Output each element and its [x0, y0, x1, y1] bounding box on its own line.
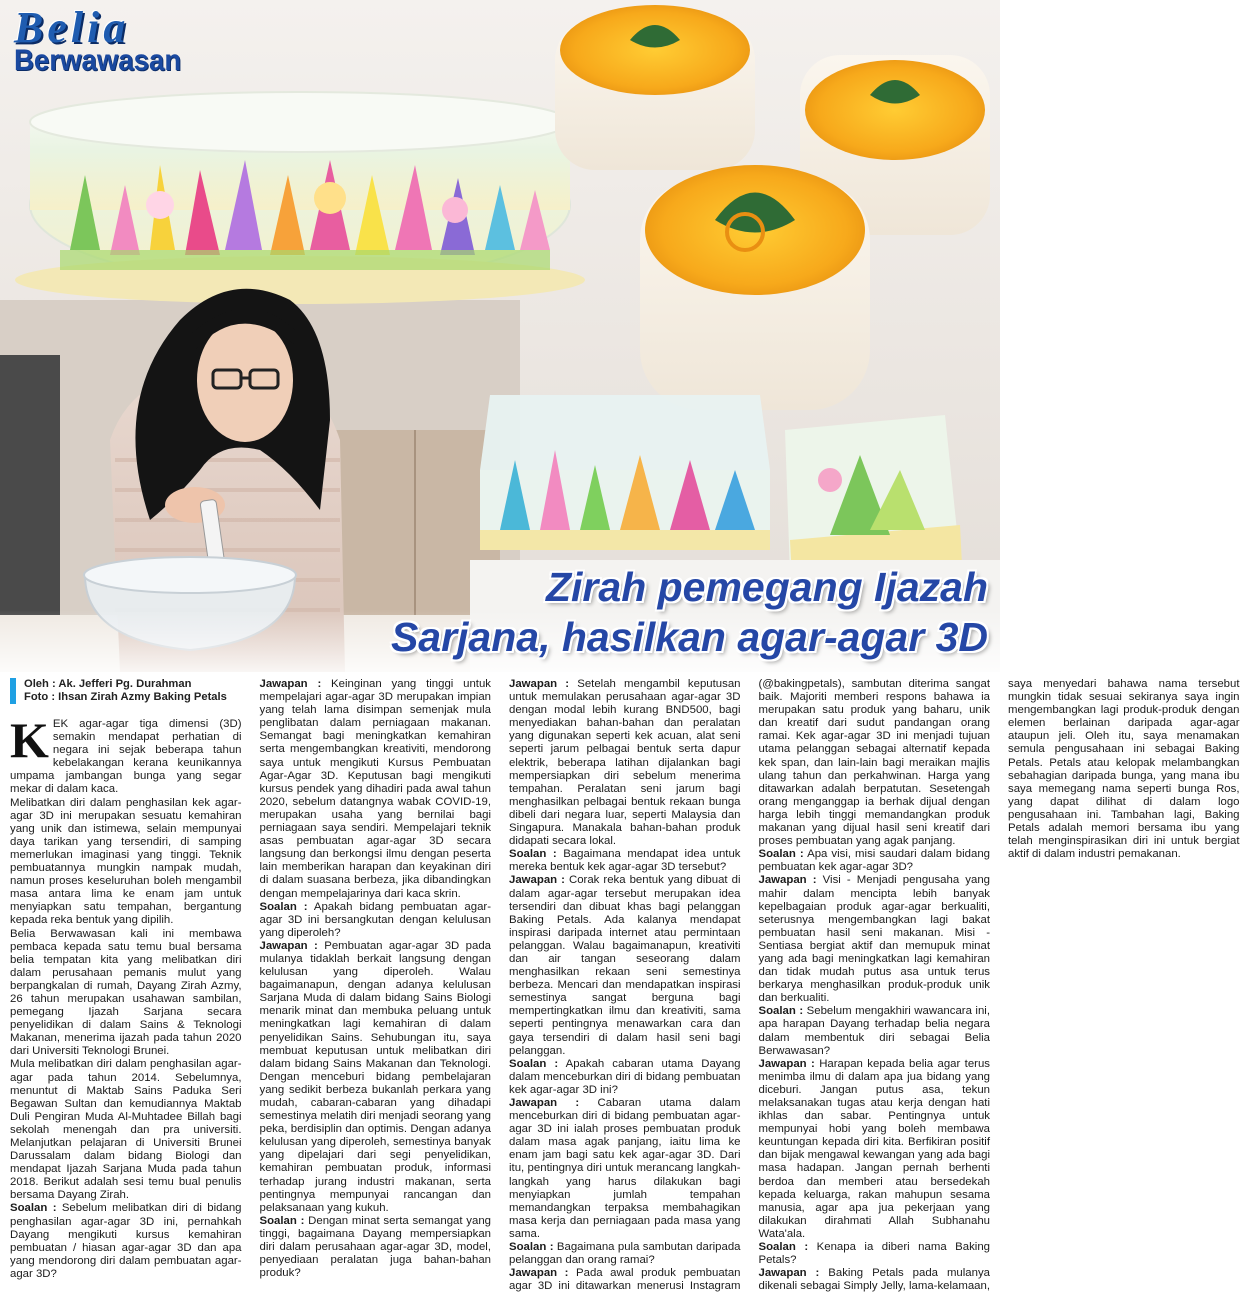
qa-item	[509, 874, 741, 1057]
qa-label: Jawapan :	[509, 1097, 580, 1109]
qa-label: Soalan :	[509, 848, 557, 861]
qa-label: Soalan :	[509, 1241, 554, 1254]
qa-label: Jawapan :	[509, 1267, 569, 1280]
qa-text: Setelah mengambil keputusan untuk memulakan perusahaan agar-agar 3D dengan modal lebih kurang BND500, bagi menyediakan bahan-bahan dan peralatan yang digunakan seperti kek acuan, alat seni seperti jarum pelbagai bentuk serta dapur elektrik, beberapa latihan dijalankan bagi mempersiapkan diri sebelum menerima tempahan. Peralatan seni jarum bagi menghasilkan pelbagai bentuk rekaan bunga dibeli dari negara luar, seperti Malaysia dan Singapura. Manakala bahan-bahan produk didapati secara lokal.	[509, 678, 741, 848]
qa-item	[759, 874, 991, 1005]
qa-label: Soalan :	[758, 1005, 804, 1018]
qa-label: Jawapan :	[259, 678, 322, 690]
byline-photo-credit: Foto : Ihsan Zirah Azmy Baking Petals	[24, 691, 227, 703]
qa-item	[260, 940, 492, 1215]
qa-label: Soalan :	[259, 1214, 305, 1227]
qa-item	[260, 1215, 492, 1280]
qa-label: Soalan :	[259, 900, 308, 913]
qa-item	[509, 678, 741, 848]
qa-label: Jawapan :	[758, 1057, 815, 1070]
qa-item	[509, 1058, 741, 1097]
qa-item	[759, 1241, 991, 1267]
qa-text: Bagaimana mendapat idea untuk mereka bentuk kek agar-agar 3D tersebut?	[509, 848, 741, 874]
masthead-belia: Belia	[14, 3, 130, 52]
qa-label: Soalan :	[758, 1241, 809, 1254]
qa-text: Baking Petals pada mulanya dikenali sebagai Simply Jelly, lama-kelamaan, saya menyedari bahawa nama tersebut mungkin tidak sesuai sekiranya saya ingin mengembangkan lagi produk-produk dengan elemen berlainan daripada agar-agar ataupun jeli. Oleh itu, saya menamakan semula pengusahaan ini sebagai Baking Petals. Petals atau kelopak melambangkan sebahagian daripada bunga, yang mana ibu saya memegang nama seperti bunga Ros, yang dapat dilihat di dalam logo pengusahaan ini. Tambahan lagi, Baking Petals adalah memori bersama ibu yang telah menginspirasikan diri ini untuk bergiat aktif di dalam industri pemakanan.	[758, 678, 1240, 1293]
qa-label: Jawapan :	[509, 678, 570, 690]
qa-item	[509, 848, 741, 874]
qa-item	[759, 848, 991, 874]
qa-label: Soalan :	[509, 1057, 559, 1070]
paragraph: Mula melibatkan diri dalam penghasilan agar-agar pada tahun 2014. Sebelumnya, menuntut di Maktab Sains Paduka Seri Begawan Sultan dan kemudiannya Maktab Duli Pengiran Muda Al-Muhtadee Billah bagi sekolah menengah dan pra universiti. Melanjutkan pelajaran di Universiti Brunei Darussalam dalam bidang Biologi dan mendapat Ijazah Sarjana Muda pada tahun 2018. Berikut adalah sesi temu bual penulis bersama Dayang Zirah.	[10, 1058, 242, 1202]
qa-label: Jawapan :	[758, 874, 817, 887]
qa-text: Sebelum melibatkan diri di bidang penghasilan agar-agar 3D ini, pernahkah Dayang mengikuti kursus kemahiran pembuatan / hiasan agar-agar 3D dan apa yang mendorong diri dalam pembuatan agar-agar 3D?	[10, 1202, 242, 1280]
qa-text: Sebelum mengakhiri wawancara ini, apa harapan Dayang terhadap belia negara dalam membentuk diri sebagai Belia Berwawasan?	[758, 1005, 990, 1057]
headline	[391, 562, 988, 662]
qa-item	[260, 901, 492, 940]
qa-text: Corak reka bentuk yang dibuat di dalam agar-agar tersebut merupakan idea tersendiri dan dibuat khas bagi pelanggan Baking Petals. Ada kalanya mendapat inspirasi daripada internet atau permintaan pelanggan. Walau bagaimanapun, kreativiti dan air tangan seseorang dalam menghasilkan rekaan seni semestinya berbeza. Mencari dan mendapatkan inspirasi semestinya sangat berguna bagi mempertingkatkan ilmu dan kreativiti, sama seperti pentingnya menawarkan cara dan gaya tersendiri di dalam hasil seni bagi pelanggan.	[509, 874, 741, 1057]
qa-text: Pada awal produk pembuatan agar 3D ini ditawarkan menerusi Instagram (@bakingpetals), sambutan diterima sangat baik. Majoriti memberi respons bahawa ia merupakan satu produk yang baharu, unik dan kreatif dari sudut pandangan orang ramai. Kek agar-agar 3D ini menjadi tujuan utama pelanggan sebagai alternatif kepada kek span, dan lain-lain bagi meraikan majlis ulang tahun dan perkahwinan. Harga yang ditawarkan adalah berpatutan. Sesetengah orang menganggap ia berhak dijual dengan harga lebih tinggi memandangkan produk makanan yang dijual hasil seni kreatif dari proses pembuatan yang agak panjang.	[509, 678, 990, 1293]
headline-line-1: Zirah pemegang Ijazah	[546, 564, 988, 610]
qa-item	[260, 678, 492, 901]
masthead-berwawasan: Berwawasan	[14, 44, 182, 77]
qa-text: Apakah bidang pembuatan agar-agar 3D ini bersangkutan dengan kelulusan yang diperoleh?	[259, 900, 491, 939]
byline	[10, 678, 242, 704]
drop-cap: K	[10, 712, 49, 768]
paragraph: Belia Berwawasan kali ini membawa pembaca kepada satu temu bual bersama belia tempatan kita yang melibatkan diri dalam perusahaan pemanis mulut yang berpangkalan di rumah, Dayang Zirah Azmy, 26 tahun merupakan usahawan sambilan, pemegang Ijazah Sarjana secara penyelidikan di dalam Sains & Teknologi Makanan, menerima ijazah pada tahun 2020 dari Universiti Teknologi Brunei.	[10, 927, 242, 1058]
article-columns	[10, 678, 1240, 1298]
hero-photo-collage	[0, 0, 1000, 672]
qa-item	[509, 1241, 741, 1267]
lead-paragraph	[10, 712, 242, 797]
qa-label: Soalan :	[10, 1202, 57, 1215]
byline-author: Oleh : Ak. Jefferi Pg. Durahman	[24, 678, 192, 690]
qa-item	[759, 1005, 991, 1057]
qa-text: Cabaran utama dalam menceburkan diri di bidang pembuatan agar-agar 3D ini ialah proses pembuatan produk dalam masa agak panjang, iaitu lima ke enam jam bagi satu kek agar-agar 3D. Dari itu, pentingnya diri untuk merancang langkah-langkah yang harus dilakukan bagi menyiapkan jumlah tempahan memandangkan terpaksa membahagikan masa kerja dan perniagaan pada masa yang sama.	[509, 1097, 741, 1240]
headline-line-2: Sarjana, hasilkan agar-agar 3D	[390, 614, 988, 660]
qa-label: Jawapan :	[758, 1267, 820, 1280]
qa-label: Jawapan :	[259, 939, 318, 952]
article-body	[10, 678, 1240, 1298]
qa-text: Apa visi, misi saudari dalam bidang pembuatan kek agar-agar 3D?	[758, 848, 991, 874]
lead-text: EK agar-agar tiga dimensi (3D) semakin mendapat perhatian di negara ini sejak beberapa tahun kebelakangan kerana keunikannya umpama jambangan bunga yang segar mekar di dalam kaca.	[10, 718, 242, 796]
qa-text: Bagaimana pula sambutan daripada pelanggan dan orang ramai?	[509, 1241, 741, 1267]
qa-text: Dengan minat serta semangat yang tinggi, bagaimana Dayang mempersiapkan diri dalam perusahaan agar-agar 3D, model, penyediaan peralatan juga bahan-bahan produk?	[259, 1214, 491, 1280]
qa-item	[10, 1202, 242, 1281]
qa-text: Visi - Menjadi pengusaha yang mahir dalam mencipta lebih banyak kepelbagaian produk agar-agar berkualiti, seterusnya mengembangkan lagi bakat pembuatan hasil seni makanan. Misi - Sentiasa bergiat aktif dan memupuk minat yang ada bagi meningkatkan lagi kemahiran dan tidak mudah putus asa untuk terus berkarya menghasilkan produk-produk unik dan berkualiti.	[758, 874, 990, 1005]
masthead	[14, 3, 196, 77]
qa-text: Apakah cabaran utama Dayang dalam menceburkan diri di bidang pembuatan kek agar-agar 3D ini?	[509, 1057, 741, 1096]
qa-item	[509, 1097, 741, 1241]
paragraph: Melibatkan diri dalam penghasilan kek agar-agar 3D ini merupakan sesuatu kemahiran yang unik dan istimewa, selain mempunyai daya tarikan yang tersendiri, di samping memerlukan imaginasi yang tinggi. Teknik pembuatannya mungkin nampak mudah, namun proses keseluruhan boleh mengambil masa antara lima ke enam jam untuk menyiapkan satu tempahan, bergantung kepada reka bentuk yang dipilih.	[10, 796, 242, 927]
qa-label: Soalan :	[758, 848, 804, 861]
qa-text: Keinginan yang tinggi untuk mempelajari agar-agar 3D merupakan impian yang telah lama disimpan semenjak mula penglibatan dalam perniagaan makanan. Semangat bagi meningkatkan kemahiran serta mengembangkan kreativiti, mendorong saya untuk mengikuti Kursus Pembuatan Agar-Agar 3D. Keputusan bagi mengikuti kursus pendek yang dihadiri pada awal tahun 2020, sebelum datangnya wabak COVID-19, merupakan usaha yang bernilai bagi perniagaan saya sendiri. Mempelajari teknik asas pembuatan agar-agar 3D secara langsung dan berkongsi ilmu dengan peserta lain memberikan harapan dan keyakinan diri di dalam suasana berbeza, jika dibandingkan dengan mempelajarinya dari kaca skrin.	[259, 678, 491, 900]
qa-text: Harapan kepada belia agar terus menimba ilmu di dalam apa jua bidang yang diceburi. Jangan putus asa, tekun melaksanakan tugas atau kerja dengan hati ikhlas dan sabar. Pentingnya untuk mempunyai hobi yang boleh membawa keuntungan kepada diri kita. Berfikiran positif dan bijak mengawal kewangan yang ada bagi masa hadapan. Jangan pernah berhenti berdoa dan memberi atau bersedekah kepada keluarga, rakan mahupun sesama manusia, agar apa jua pekerjaan yang dilakukan dirahmati Allah Subhanahu Wata'ala.	[758, 1057, 991, 1240]
qa-text: Kenapa ia diberi nama Baking Petals?	[758, 1241, 990, 1267]
qa-text: Pembuatan agar-agar 3D pada mulanya tidaklah berkait langsung dengan kelulusan yang diperoleh. Walau bagaimanapun, dengan adanya kelulusan Sarjana Muda di dalam bidang Sains Biologi menarik minat dan membuka peluang untuk meningkatkan lagi kemahiran di dalam penyelidikan Sains. Sehubungan itu, saya membuat keputusan untuk melibatkan diri dalam bidang Sains Makanan dan Teknologi. Dengan menceburi bidang pembelajaran yang sedikit berbeza bukanlah perkara yang mudah, cabaran-cabaran yang dihadapi semestinya melatih diri menjadi seorang yang peka, berdisiplin dan optimis. Dengan adanya kelulusan yang diperoleh, semestinya banyak yang dipelajari dari segi penyelidikan, kemahiran pembuatan produk, informasi terhadap jurang industri makanan, serta pentingnya mempunyai rancangan dan pelaksanaan yang kukuh.	[259, 939, 491, 1214]
qa-item	[759, 1058, 991, 1241]
qa-label: Jawapan :	[509, 874, 565, 887]
